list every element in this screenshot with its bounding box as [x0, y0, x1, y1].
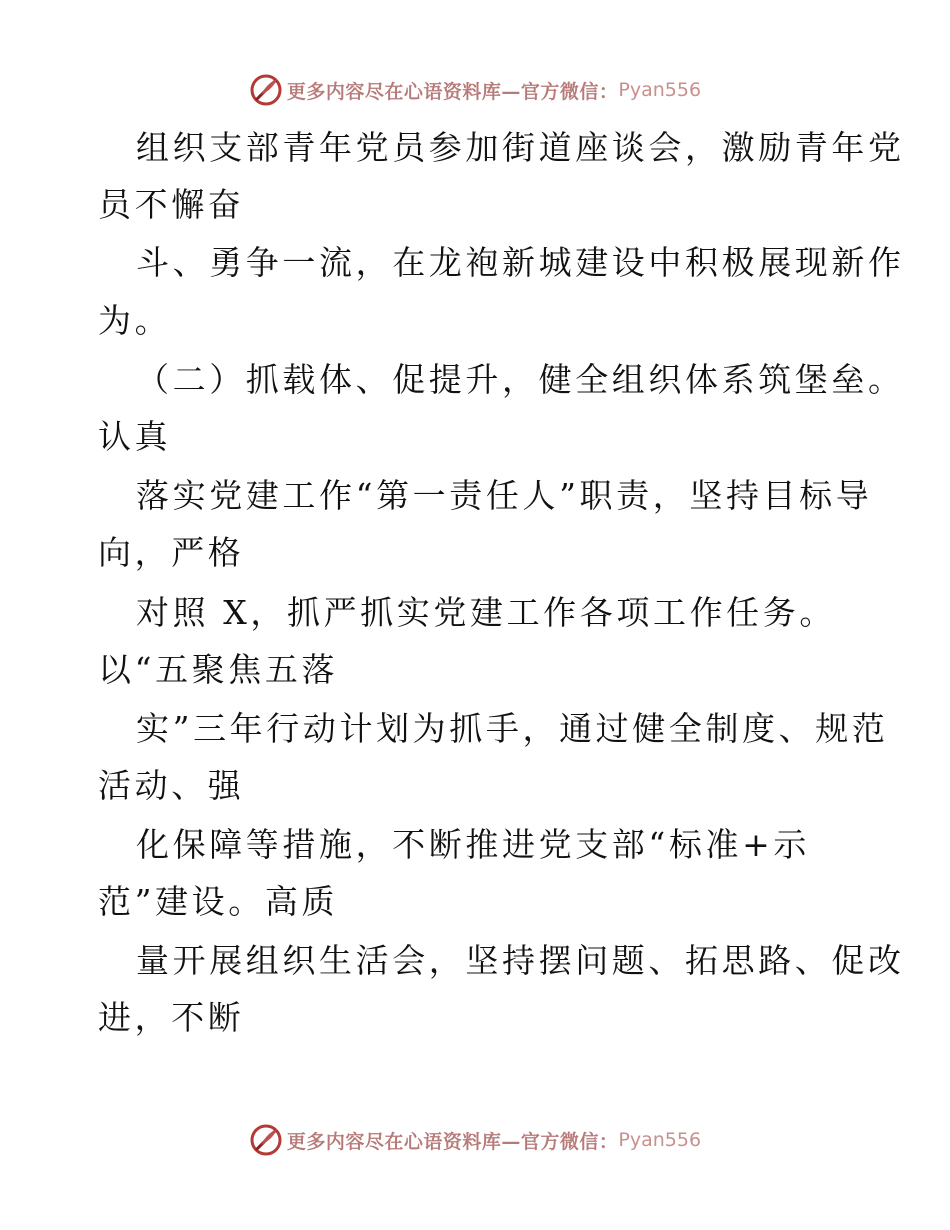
body-line-11: 实”三年行动计划为抓手，通过健全制度、规范	[136, 709, 889, 748]
body-line-6: 认真	[98, 417, 172, 456]
body-line-14: 范”建设。高质	[98, 882, 339, 921]
header-site-text: 更多内容尽在心语资料库—官方微信：	[286, 80, 619, 103]
body-line-7: 落实党建工作“第一责任人”职责，坚持目标导	[136, 476, 873, 515]
body-line-12: 活动、强	[98, 766, 245, 805]
footer-site-text: 更多内容尽在心语资料库—官方微信：	[286, 1130, 619, 1153]
body-line-2: 员不懈奋	[98, 185, 245, 224]
header-wechat-id: Pyan556	[618, 79, 702, 101]
body-line-16: 进，不断	[98, 998, 245, 1037]
body-line-4: 为。	[98, 301, 172, 340]
footer-wechat-id: Pyan556	[618, 1129, 702, 1151]
header-watermark	[0, 70, 950, 110]
body-line-9: 对照 X，抓严抓实党建工作各项工作任务。	[136, 593, 836, 632]
body-line-8: 向，严格	[98, 533, 245, 572]
body-line-5: （二）抓载体、促提升，健全组织体系筑堡垒。	[136, 360, 905, 399]
quill-logo-icon	[249, 73, 283, 107]
body-line-13: 化保障等措施，不断推进党支部“标准+示	[136, 825, 810, 864]
quill-logo-icon	[249, 1123, 283, 1157]
body-line-3: 斗、勇争一流，在龙袍新城建设中积极展现新作	[136, 243, 905, 282]
body-line-10: 以“五聚焦五落	[98, 650, 339, 689]
footer-watermark	[0, 1120, 950, 1160]
body-line-15: 量开展组织生活会，坚持摆问题、拓思路、促改	[136, 941, 905, 980]
body-line-1: 组织支部青年党员参加街道座谈会，激励青年党	[136, 128, 905, 167]
